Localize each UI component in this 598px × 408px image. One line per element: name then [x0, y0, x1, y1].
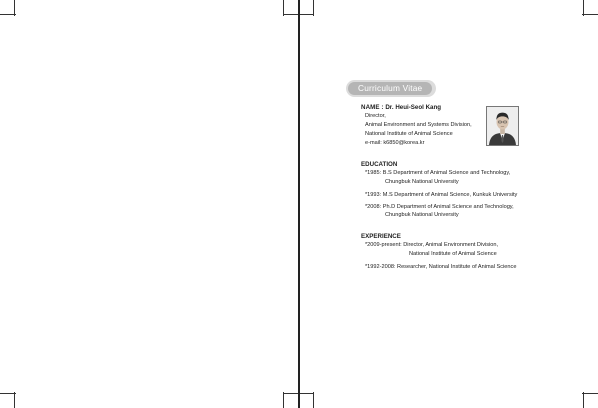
crop-mark-bottom-center-left-v	[283, 392, 284, 408]
crop-mark-bottom-center-right-h	[300, 393, 314, 394]
name-label: NAME :	[361, 104, 384, 111]
crop-mark-bottom-right-h	[582, 393, 598, 394]
crop-mark-top-center-left-h	[283, 14, 298, 15]
crop-mark-top-right-v	[583, 0, 584, 16]
experience-item-2: *1992-2008: Researcher, National Institute of Animal Science	[365, 264, 517, 270]
portrait-photo-graphic	[487, 107, 518, 145]
education-item-1: *1985: B.S Department of Animal Science and Technology,	[365, 170, 511, 176]
education-item-2: *1993: M.S Department of Animal Science, Kunkuk University	[365, 192, 518, 198]
email-text: e-mail: k6850@korea.kr	[365, 140, 425, 146]
education-item-1-cont: Chungbuk National University	[385, 179, 459, 185]
division-text: Animal Environment and Systems Division,	[365, 122, 472, 128]
name-line	[361, 104, 441, 111]
experience-title: EXPERIENCE	[361, 233, 401, 240]
education-item-3-cont: Chungbuk National University	[385, 212, 459, 218]
crop-mark-top-left-v	[14, 0, 15, 16]
experience-item-1: *2009-present: Director, Animal Environment Division,	[365, 242, 499, 248]
crop-mark-bottom-center-left-h	[283, 393, 298, 394]
crop-mark-top-center-right-h	[300, 14, 314, 15]
education-title: EDUCATION	[361, 161, 398, 168]
crop-mark-bottom-left-v	[14, 392, 15, 408]
page-fold-line	[298, 0, 300, 408]
crop-mark-bottom-center-right-v	[313, 392, 314, 408]
portrait-photo	[486, 106, 519, 146]
position-text: Director,	[365, 113, 386, 119]
crop-mark-bottom-right-v	[583, 392, 584, 408]
name-value: Dr. Heui-Seol Kang	[385, 104, 442, 111]
cv-heading: Curriculum Vitae	[348, 82, 432, 95]
education-item-3: *2008: Ph.D Department of Animal Science and Technology,	[365, 204, 514, 210]
institute-text: National Institute of Animal Science	[365, 131, 453, 137]
crop-mark-top-right-h	[582, 14, 598, 15]
experience-item-1-cont: National Institute of Animal Science	[409, 251, 497, 257]
